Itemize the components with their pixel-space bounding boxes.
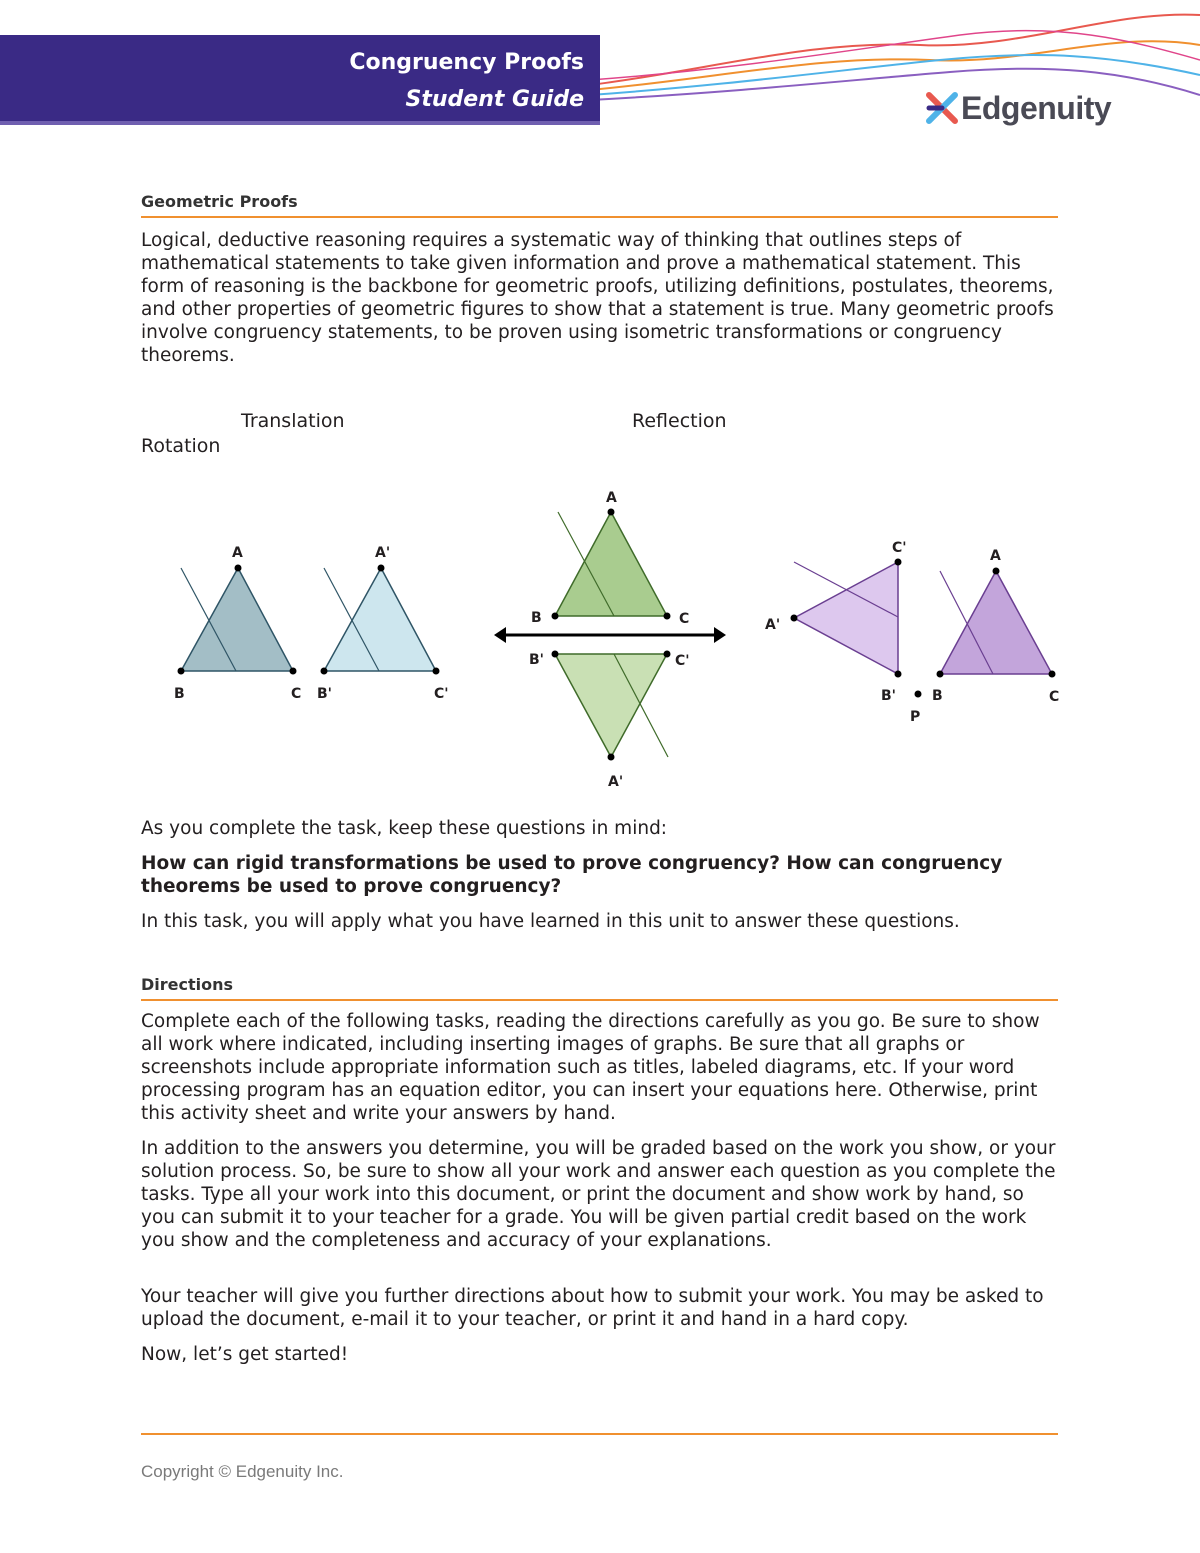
directions-paragraph-3: Your teacher will give you further directions about how to submit your work. You may be asked to upload the document, e-mail it to your teacher, or print it and hand in a hard copy. — [141, 1286, 1044, 1330]
label-C-prime: C' — [675, 653, 690, 669]
banner-underline — [0, 121, 600, 125]
label-A: A — [606, 490, 617, 506]
label-B: B — [174, 686, 185, 702]
label-B: B — [531, 610, 542, 626]
label-A-prime: A' — [608, 774, 624, 790]
label-A: A — [232, 545, 243, 561]
doc-title: Congruency Proofs — [349, 50, 584, 75]
label-A-prime: A' — [375, 545, 391, 561]
label-C: C — [1049, 689, 1060, 705]
intro-paragraph: Logical, deductive reasoning requires a systematic way of thinking that outlines steps of mathematical statements to take given information and prove a mathematical statement. This form of reasoning is the backbone for geometric proofs, utilizing definitions, postulates, theorems, and other properties of geometric figures to show that a statement is true. Many geometric proofs involve congruency statements, to be proven using isometric transformations or congruency theorems. — [141, 230, 1054, 366]
rotation-figure — [765, 540, 1059, 725]
label-B: B — [932, 688, 943, 704]
edgenuity-logo — [925, 88, 1111, 128]
label-B-prime: B' — [317, 686, 332, 702]
section-heading-geometric-proofs: Geometric Proofs — [141, 192, 1058, 218]
label-C: C — [291, 686, 302, 702]
translation-figure — [174, 545, 449, 702]
translation-label: Translation — [241, 410, 345, 432]
reflection-label: Reflection — [632, 410, 727, 432]
label-B-prime: B' — [881, 688, 896, 704]
header-banner — [0, 35, 600, 125]
label-C-prime: C' — [892, 540, 907, 556]
logo-x-icon — [925, 91, 959, 125]
footer-divider — [141, 1433, 1058, 1435]
doc-subtitle: Student Guide — [405, 87, 584, 112]
apply-statement: In this task, you will apply what you have learned in this unit to answer these questions. — [141, 911, 960, 932]
reflection-figure — [494, 490, 726, 790]
directions-paragraph-4: Now, let’s get started! — [141, 1344, 349, 1365]
directions-paragraph-1: Complete each of the following tasks, reading the directions carefully as you go. Be sure to show all work where indicated, including inserting images of graphs. Be sure that all graphs or screenshots include appropriate information such as titles, labeled diagrams, etc. If your word processing program has an equation editor, you can insert your equations here. Otherwise, print this activity sheet and write your answers by hand. — [141, 1011, 1040, 1124]
copyright: Copyright © Edgenuity Inc. — [141, 1462, 344, 1481]
directions-paragraph-2: In addition to the answers you determine, you will be graded based on the work you show, or your solution process. So, be sure to show all your work and answer each question as you complete the tasks. Type all your work into this document, or print the document and show work by hand, so you can submit it to your teacher for a grade. You will be given partial credit based on the work you show and the completeness and accuracy of your explanations. — [141, 1138, 1056, 1251]
label-A: A — [990, 548, 1001, 564]
label-C: C — [679, 611, 690, 627]
guiding-question: How can rigid transformations be used to prove congruency? How can congruency theorems be used to prove congruency? — [141, 853, 1003, 897]
rotation-label: Rotation — [141, 435, 221, 457]
label-B-prime: B' — [529, 652, 544, 668]
label-P: P — [910, 709, 921, 725]
label-C-prime: C' — [434, 686, 449, 702]
label-A-prime: A' — [765, 617, 781, 633]
logo-text: Edgenuity — [961, 89, 1112, 126]
section-heading-directions: Directions — [141, 975, 1058, 1001]
questions-lead: As you complete the task, keep these questions in mind: — [141, 818, 668, 839]
transformation-figures — [0, 480, 1200, 800]
